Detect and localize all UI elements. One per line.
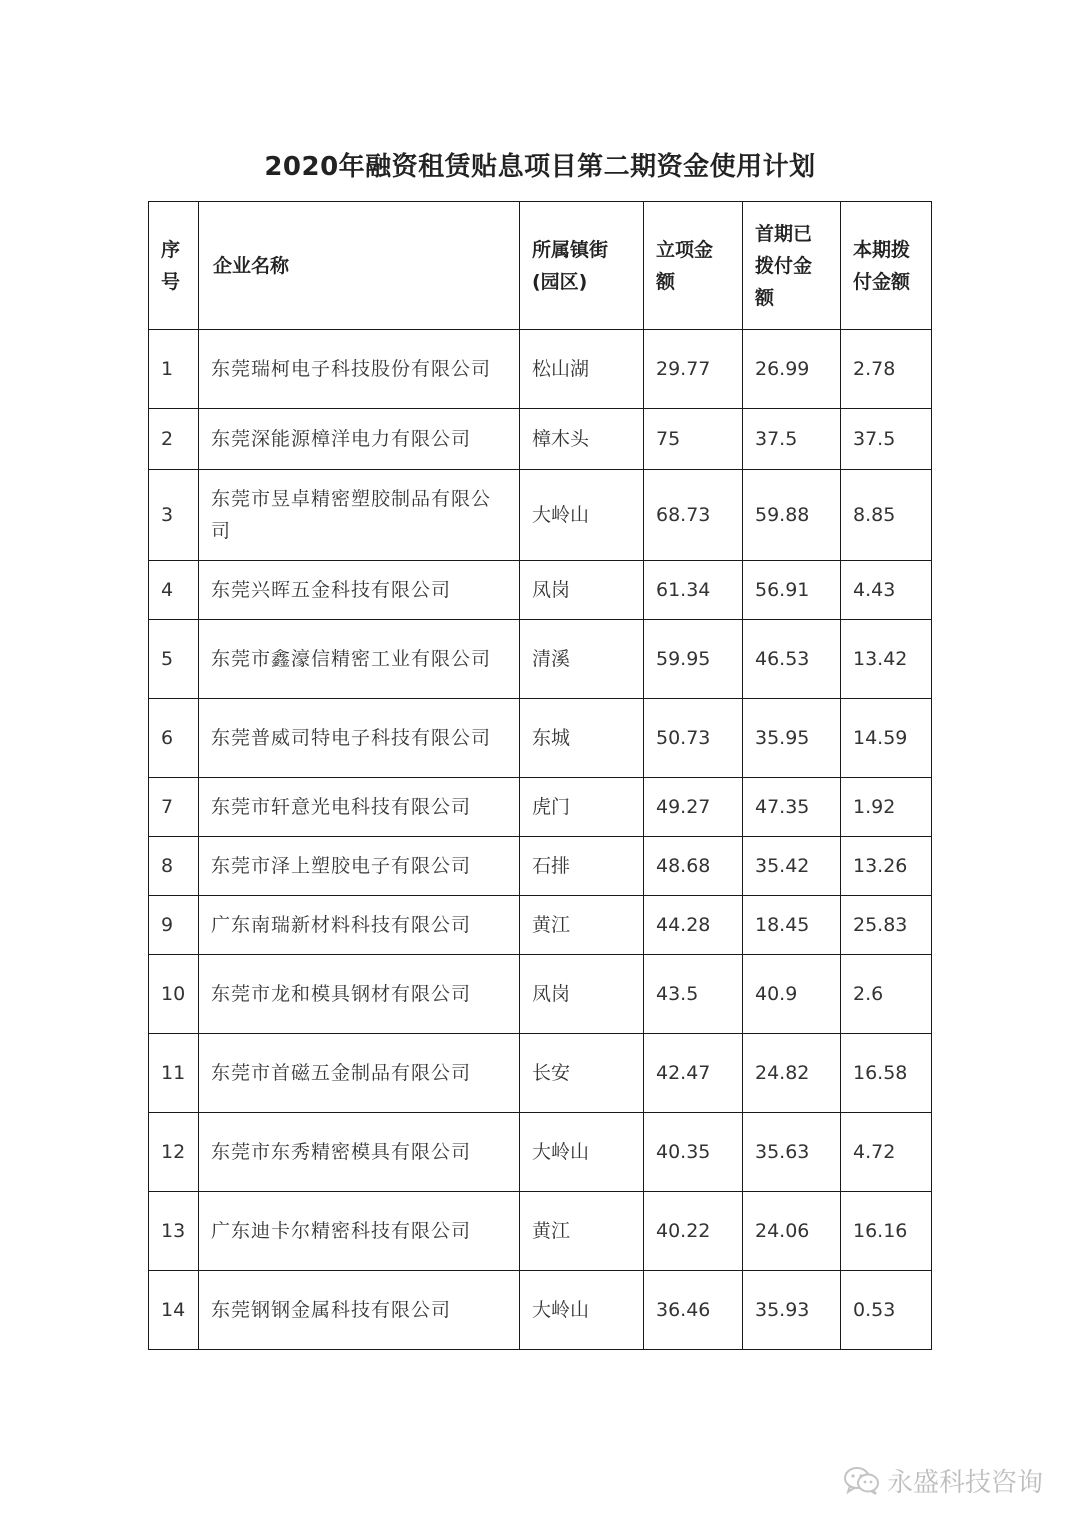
table-row [149, 778, 932, 837]
header-approved-amount: 立项金额 [644, 202, 743, 330]
header-town: 所属镇街(园区) [520, 202, 644, 330]
row-seq-cell: 12 [149, 1113, 199, 1192]
first-paid-amount-cell: 35.42 [743, 837, 841, 896]
company-name-cell: 广东南瑞新材料科技有限公司 [199, 896, 520, 955]
first-paid-amount-cell: 35.95 [743, 699, 841, 778]
first-paid-amount-cell: 40.9 [743, 955, 841, 1034]
town-cell: 长安 [520, 1034, 644, 1113]
approved-amount-cell: 49.27 [644, 778, 743, 837]
current-paid-amount-cell: 16.58 [841, 1034, 932, 1113]
company-name-cell: 东莞市轩意光电科技有限公司 [199, 778, 520, 837]
wechat-icon [843, 1466, 881, 1496]
row-seq-cell: 14 [149, 1271, 199, 1350]
approved-amount-cell: 40.35 [644, 1113, 743, 1192]
current-paid-amount-cell: 13.42 [841, 620, 932, 699]
row-seq-cell: 11 [149, 1034, 199, 1113]
town-cell: 凤岗 [520, 561, 644, 620]
town-cell: 黄江 [520, 896, 644, 955]
first-paid-amount-cell: 47.35 [743, 778, 841, 837]
town-cell: 大岭山 [520, 1113, 644, 1192]
table-row [149, 1271, 932, 1350]
header-seq: 序号 [149, 202, 199, 330]
row-seq-cell: 5 [149, 620, 199, 699]
table-row [149, 1034, 932, 1113]
current-paid-amount-cell: 2.78 [841, 330, 932, 409]
table-row [149, 837, 932, 896]
row-seq-cell: 13 [149, 1192, 199, 1271]
current-paid-amount-cell: 0.53 [841, 1271, 932, 1350]
table-row [149, 620, 932, 699]
watermark-text: 永盛科技咨询 [887, 1468, 1044, 1498]
current-paid-amount-cell: 14.59 [841, 699, 932, 778]
first-paid-amount-cell: 37.5 [743, 409, 841, 470]
approved-amount-cell: 75 [644, 409, 743, 470]
approved-amount-cell: 61.34 [644, 561, 743, 620]
approved-amount-cell: 40.22 [644, 1192, 743, 1271]
current-paid-amount-cell: 8.85 [841, 470, 932, 561]
company-name-cell: 东莞市昱卓精密塑胶制品有限公司 [199, 470, 520, 561]
company-name-cell: 东莞市泽上塑胶电子有限公司 [199, 837, 520, 896]
current-paid-amount-cell: 25.83 [841, 896, 932, 955]
town-cell: 大岭山 [520, 470, 644, 561]
town-cell: 虎门 [520, 778, 644, 837]
town-cell: 清溪 [520, 620, 644, 699]
first-paid-amount-cell: 46.53 [743, 620, 841, 699]
table-row [149, 409, 932, 470]
first-paid-amount-cell: 26.99 [743, 330, 841, 409]
current-paid-amount-cell: 13.26 [841, 837, 932, 896]
town-cell: 凤岗 [520, 955, 644, 1034]
company-name-cell: 东莞深能源樟洋电力有限公司 [199, 409, 520, 470]
table-row [149, 561, 932, 620]
current-paid-amount-cell: 37.5 [841, 409, 932, 470]
company-name-cell: 东莞市首磁五金制品有限公司 [199, 1034, 520, 1113]
table-row [149, 1113, 932, 1192]
town-cell: 大岭山 [520, 1271, 644, 1350]
first-paid-amount-cell: 56.91 [743, 561, 841, 620]
table-row [149, 470, 932, 561]
first-paid-amount-cell: 59.88 [743, 470, 841, 561]
approved-amount-cell: 68.73 [644, 470, 743, 561]
town-cell: 东城 [520, 699, 644, 778]
first-paid-amount-cell: 18.45 [743, 896, 841, 955]
company-name-cell: 东莞瑞柯电子科技股份有限公司 [199, 330, 520, 409]
town-cell: 黄江 [520, 1192, 644, 1271]
current-paid-amount-cell: 4.72 [841, 1113, 932, 1192]
current-paid-amount-cell: 2.6 [841, 955, 932, 1034]
town-cell: 樟木头 [520, 409, 644, 470]
current-paid-amount-cell: 4.43 [841, 561, 932, 620]
company-name-cell: 东莞钢钢金属科技有限公司 [199, 1271, 520, 1350]
town-cell: 石排 [520, 837, 644, 896]
row-seq-cell: 3 [149, 470, 199, 561]
row-seq-cell: 10 [149, 955, 199, 1034]
table-row [149, 896, 932, 955]
current-paid-amount-cell: 16.16 [841, 1192, 932, 1271]
approved-amount-cell: 29.77 [644, 330, 743, 409]
approved-amount-cell: 50.73 [644, 699, 743, 778]
company-name-cell: 东莞普威司特电子科技有限公司 [199, 699, 520, 778]
approved-amount-cell: 42.47 [644, 1034, 743, 1113]
approved-amount-cell: 59.95 [644, 620, 743, 699]
company-name-cell: 东莞兴晖五金科技有限公司 [199, 561, 520, 620]
first-paid-amount-cell: 35.63 [743, 1113, 841, 1192]
approved-amount-cell: 43.5 [644, 955, 743, 1034]
table-header-row [149, 202, 932, 330]
town-cell: 松山湖 [520, 330, 644, 409]
row-seq-cell: 9 [149, 896, 199, 955]
header-current-paid-amount: 本期拨付金额 [841, 202, 932, 330]
header-first-paid-amount: 首期已拨付金额 [743, 202, 841, 330]
row-seq-cell: 7 [149, 778, 199, 837]
row-seq-cell: 6 [149, 699, 199, 778]
approved-amount-cell: 36.46 [644, 1271, 743, 1350]
row-seq-cell: 8 [149, 837, 199, 896]
watermark [843, 1462, 1043, 1499]
company-name-cell: 东莞市龙和模具钢材有限公司 [199, 955, 520, 1034]
company-name-cell: 东莞市鑫濠信精密工业有限公司 [199, 620, 520, 699]
approved-amount-cell: 44.28 [644, 896, 743, 955]
table-row [149, 1192, 932, 1271]
first-paid-amount-cell: 24.82 [743, 1034, 841, 1113]
row-seq-cell: 1 [149, 330, 199, 409]
company-name-cell: 东莞市东秀精密模具有限公司 [199, 1113, 520, 1192]
approved-amount-cell: 48.68 [644, 837, 743, 896]
row-seq-cell: 4 [149, 561, 199, 620]
table-row [149, 330, 932, 409]
table-row [149, 699, 932, 778]
table-row [149, 955, 932, 1034]
company-name-cell: 广东迪卡尔精密科技有限公司 [199, 1192, 520, 1271]
row-seq-cell: 2 [149, 409, 199, 470]
header-company-name: 企业名称 [199, 202, 520, 330]
first-paid-amount-cell: 24.06 [743, 1192, 841, 1271]
first-paid-amount-cell: 35.93 [743, 1271, 841, 1350]
funding-plan-table [148, 201, 932, 1350]
document-title: 2020年融资租赁贴息项目第二期资金使用计划 [264, 152, 816, 182]
current-paid-amount-cell: 1.92 [841, 778, 932, 837]
